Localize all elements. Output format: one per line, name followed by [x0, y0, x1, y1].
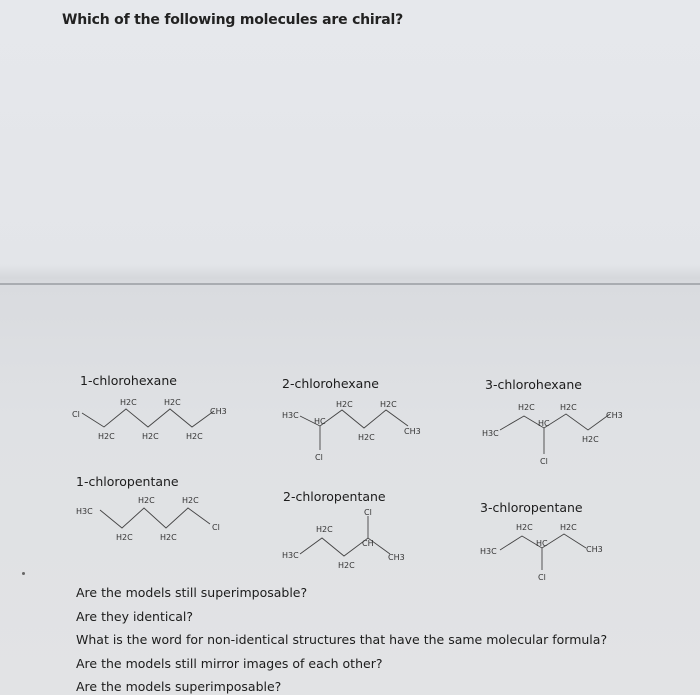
- atom-cl: Cl: [538, 573, 546, 582]
- atom-c3: H2C: [336, 400, 353, 409]
- atom-c4: H2C: [316, 525, 333, 534]
- atom-cl: Cl: [315, 453, 323, 462]
- followup-identical: Are they identical?: [76, 608, 193, 624]
- atom-ch3: CH3: [404, 427, 421, 436]
- atom-c3: H2C: [142, 432, 159, 441]
- stray-mark: [22, 572, 25, 575]
- atom-c5: H2C: [380, 400, 397, 409]
- structure-1-chloropentane: [74, 494, 244, 548]
- atom-ch3: CH3: [606, 411, 623, 420]
- atom-ch: CH: [362, 539, 374, 548]
- atom-cl: Cl: [72, 410, 80, 419]
- atom-ch3: CH3: [210, 407, 227, 416]
- atom-c2: H2C: [120, 398, 137, 407]
- structure-1-chlorohexane: [70, 395, 240, 445]
- atom-ch3: CH3: [586, 545, 603, 554]
- atom-ch: HC: [536, 539, 548, 548]
- atom-c4: H2C: [560, 523, 577, 532]
- section-divider: [0, 283, 700, 285]
- atom-c2: H2C: [116, 533, 133, 542]
- label-3-chloropentane: 3-chloropentane: [480, 500, 583, 515]
- atom-h3c: H3C: [480, 547, 497, 556]
- atom-c5: H2C: [182, 496, 199, 505]
- followup-superimposable: Are the models superimposable?: [76, 679, 282, 694]
- atom-h3c: H3C: [282, 551, 299, 560]
- followup-questions: [76, 586, 607, 695]
- atom-c4: H2C: [560, 403, 577, 412]
- label-1-chloropentane: 1-chloropentane: [76, 474, 179, 489]
- atom-c3: H2C: [338, 561, 355, 570]
- atom-c5: H2C: [186, 432, 203, 441]
- atom-c4: H2C: [164, 398, 181, 407]
- atom-c4: H2C: [160, 533, 177, 542]
- atom-ch: HC: [314, 417, 326, 426]
- label-3-chlorohexane: 3-chlorohexane: [485, 377, 582, 392]
- structure-2-chlorohexane: [280, 398, 430, 466]
- atom-ch: HC: [538, 419, 550, 428]
- atom-cl: Cl: [364, 508, 372, 517]
- structure-3-chlorohexane: [478, 400, 638, 468]
- question-text: Which of the following molecules are chiral?: [62, 12, 404, 28]
- atom-c3: H2C: [138, 496, 155, 505]
- atom-cl: Cl: [212, 523, 220, 532]
- atom-cl: Cl: [540, 457, 548, 466]
- atom-c4: H2C: [358, 433, 375, 442]
- label-2-chloropentane: 2-chloropentane: [283, 489, 386, 504]
- atom-c2: H2C: [516, 523, 533, 532]
- followup-superimposable-still: Are the models still superimposable?: [76, 585, 308, 600]
- structure-3-chloropentane: [476, 520, 626, 582]
- atom-ch3: CH3: [388, 553, 405, 562]
- atom-c1: H2C: [98, 432, 115, 441]
- followup-word-for-isomers: What is the word for non-identical structures that have the same molecular formula?: [76, 632, 608, 647]
- label-1-chlorohexane: 1-chlorohexane: [80, 373, 177, 388]
- label-2-chlorohexane: 2-chlorohexane: [282, 376, 379, 391]
- followup-mirror-images: Are the models still mirror images of each other?: [76, 655, 383, 671]
- atom-c2: H2C: [518, 403, 535, 412]
- atom-h3c: H3C: [76, 507, 93, 516]
- atom-h3c: H3C: [482, 429, 499, 438]
- atom-c5: H2C: [582, 435, 599, 444]
- structure-2-chloropentane: [278, 506, 428, 570]
- atom-h3c: H3C: [282, 411, 299, 420]
